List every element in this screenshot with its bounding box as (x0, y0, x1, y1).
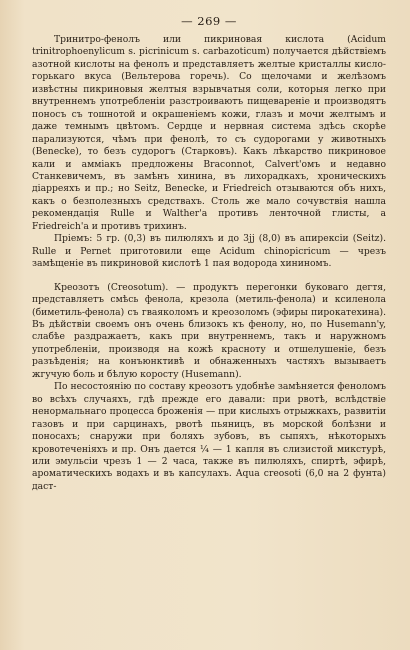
page-number: — 269 — (181, 14, 237, 28)
paragraph-dosage: Пріемъ: 5 гр. (0,3) въ пилюляхъ и до 3jj (8,0) въ апирексіи (Seitz). Rulle и Pernet приготовили еще Acidum chinopicricum — чрезъ замѣщеніе въ пикриновой кислотѣ 1 пая водорода хининомъ. (32, 233, 386, 270)
paragraph-creosote-usage: По несостоянію по составу креозотъ удобнѣе замѣняется фенолoмъ во всѣхъ случаяхъ, гдѣ прежде его давали: при рвотѣ, вслѣдствіе ненормальнаго процесса броженія — при кислыхъ отрыжкахъ, развитіи газовъ и при сарцинахъ, рвотѣ пьяницъ, въ морской болѣзни и поносахъ; снаружи при боляхъ зубовъ, въ сыпяхъ, нѣкоторыхъ кровотеченіяхъ и пр. Онъ дается ¼ — 1 капля въ слизистой микстурѣ, или эмульсіи чрезъ 1 — 2 часа, также въ пилюляхъ, спиртѣ, эфирѣ, ароматическихъ водахъ и въ капсулахъ. Aqua creosoti (6,0 на 2 фунта) даст- (32, 381, 386, 492)
section-gap (32, 271, 386, 282)
paragraph-creosote: Креозотъ (Creosotum). — продуктъ перегонки буковаго дегтя, представляетъ смѣсь фенола, крезола (метиль-фенола) и ксиленола (биметиль-фенола) съ гваяколомъ и креозоломъ (эфиры пирокатехина). Въ дѣйствіи своемъ онъ очень близокъ къ фенолу, но, по Husemann'y, слабѣе раздражаетъ, какъ при внутреннемъ, такъ и наружномъ употребленіи, производя на кожѣ краснoту и отшелушеніе, безъ разъѣденія; на конъюнктивѣ и обнаженныхъ частяхъ вызываетъ жгучую боль и бѣлую корoсту (Husemann). (32, 281, 386, 380)
paragraph-trinitrophenol: Тринитро-фенолъ или пикриновая кислота (Acidum trinitrophoenylicum s. picrinicum s. carbazoticum) получается дѣйствіемъ азотной кислоты на фенолъ и представляетъ желтые кристаллы кисло-горькаго вкуса (Вельтерова горечь). Со щелочами и желѣзомъ извѣстны пикриновыя желтыя взрывчатыя соли, которыя легко при внутреннемъ употребленіи разстроиваютъ пищевареніе и производятъ поносъ съ тошнотой и окрашеніемъ кожи, глазъ и мочи желтымъ и даже темнымъ цвѣтомъ. Сердце и нервная система здѣсь скорѣе парализуются, чѣмъ при фенолѣ, то съ судорогами у животныхъ (Benecke), то безъ судорогъ (Старковъ). Какъ лѣкарство пикриновое кали и аммiакъ предложены Braconnot, Calvert'омъ и недавно Станкевичемъ, въ замѣнъ хинина, въ лихорадкахъ, хроническихъ діарреяхъ и пр.; но Seitz, Benecke, и Friedreich отзываются объ нихъ, какъ о безполезныхъ средствахъ. Столь же мало сочувствія нашла рекомендація Rulle и Walther'a противъ ленточной глисты, a Friedreich'a и противъ трихинъ. (32, 34, 386, 232)
